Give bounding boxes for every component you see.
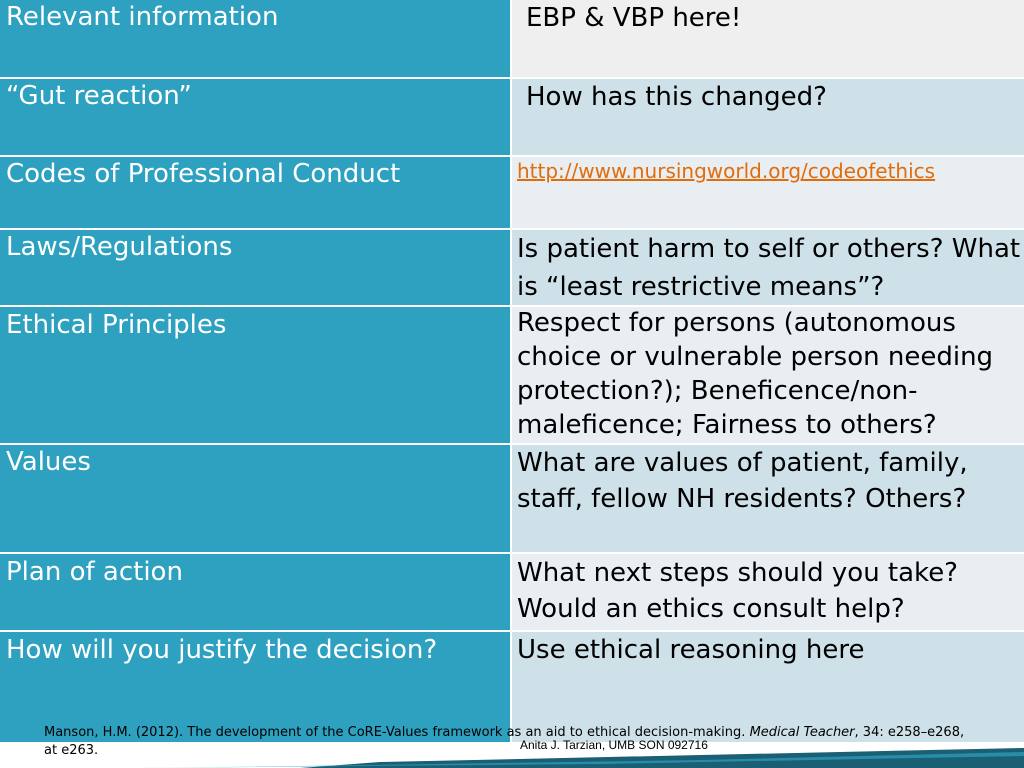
row-answer-ethical-principles: Respect for persons (autonomous choice or vulnerable person needing protection?); Beneficence/non-maleficence; Fairness to others? <box>517 308 994 440</box>
row-label-ethical-principles: Ethical Principles <box>6 310 227 340</box>
row-label-values: Values <box>6 447 91 477</box>
citation-volume: , 34: e258–e268, at e263. <box>44 725 965 758</box>
author-credit: Anita J. Tarzian, UMB SON 092716 <box>520 738 708 752</box>
row-label-codes-of-conduct: Codes of Professional Conduct <box>6 159 401 189</box>
row-divider <box>0 552 1024 554</box>
row-label-gut-reaction: “Gut reaction” <box>6 81 192 111</box>
citation-journal: Medical Teacher <box>749 725 855 740</box>
row-divider <box>0 630 1024 632</box>
row-answer-relevant-information: EBP & VBP here! <box>526 3 742 33</box>
citation-text: Manson, H.M. (2012). The development of the CoRE-Values framework as an aid to ethical decision-making. <box>44 725 750 740</box>
row-label-laws-regulations: Laws/Regulations <box>6 232 233 262</box>
row-label-justify-decision: How will you justify the decision? <box>6 635 438 665</box>
row-label-plan-of-action: Plan of action <box>6 557 183 587</box>
row-label-relevant-information: Relevant information <box>6 2 279 32</box>
row-answer-values: What are values of patient, family, staff, fellow NH residents? Others? <box>517 448 968 514</box>
code-of-ethics-link[interactable]: http://www.nursingworld.org/codeofethics <box>517 159 936 183</box>
row-answer-justify-decision: Use ethical reasoning here <box>517 635 865 665</box>
row-answer-gut-reaction: How has this changed? <box>526 82 827 112</box>
row-answer-plan-of-action: What next steps should you take? Would an ethics consult help? <box>517 558 958 624</box>
row-answer-laws-regulations: Is patient harm to self or others? What is “least restrictive means”? <box>517 234 1021 302</box>
corner-accent-decoration <box>0 742 1024 768</box>
